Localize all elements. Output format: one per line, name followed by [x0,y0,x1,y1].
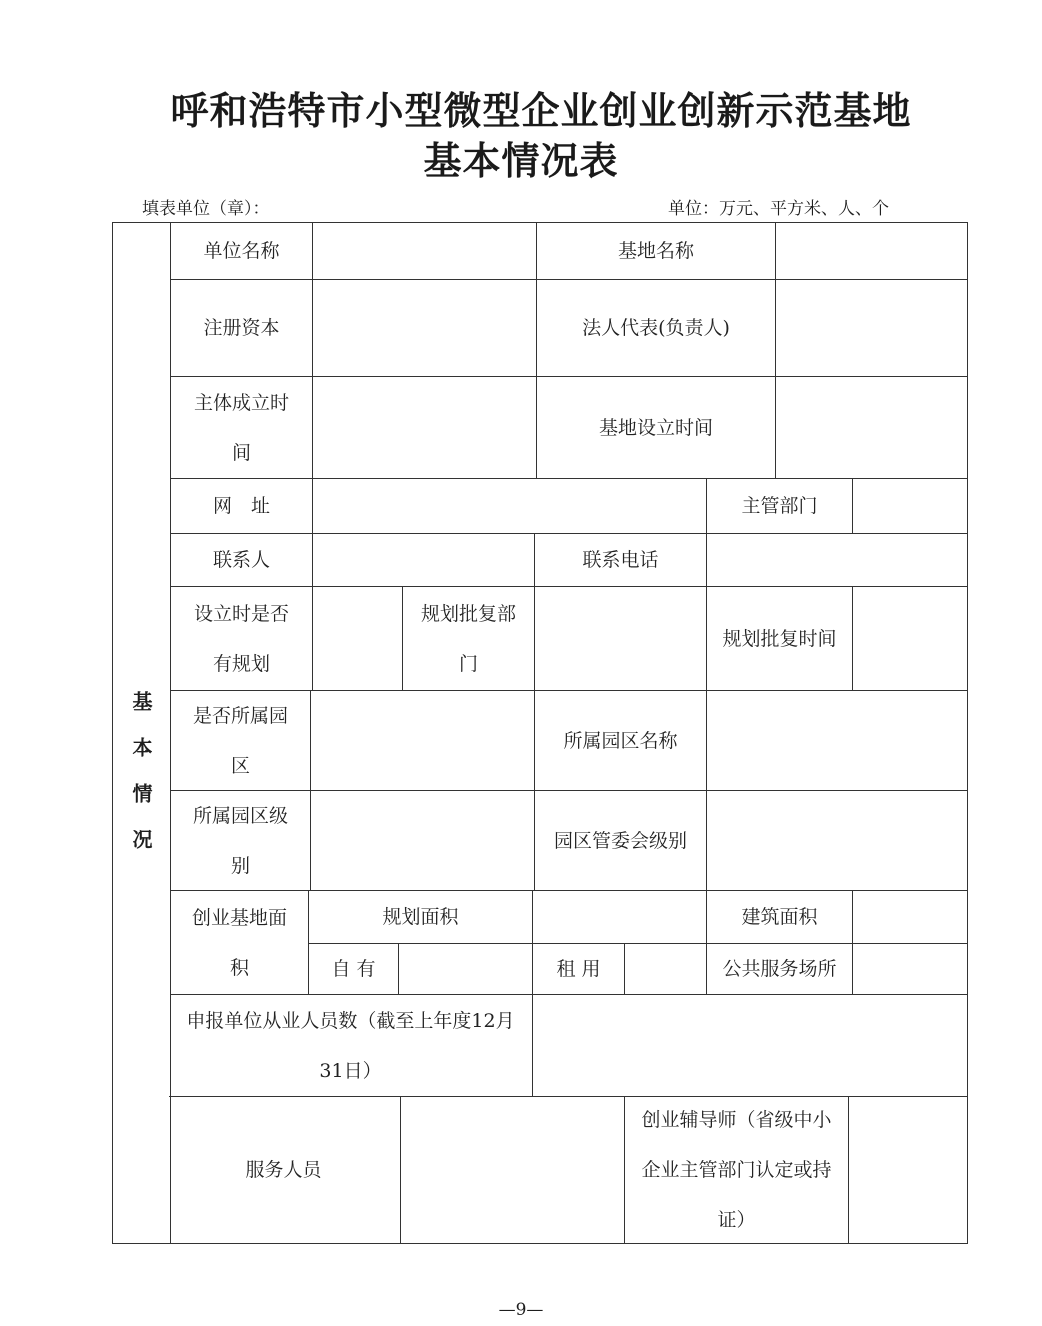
page-number: —9— [498,1300,544,1320]
label-park-name: 所属园区名称 [535,691,707,791]
field-contact[interactable] [313,534,535,587]
field-public-service-area[interactable] [853,944,967,995]
label-leased: 租 用 [533,944,625,995]
section-label: 基本情况 [113,223,171,1243]
label-registered-capital: 注册资本 [171,280,313,377]
label-mentors: 创业辅导师（省级中小企业主管部门认定或持证） [625,1097,849,1243]
basic-info-table [112,222,968,1244]
field-website[interactable] [313,479,707,534]
label-plan-approval-dept: 规划批复部门 [403,587,535,691]
fill-unit-label: 填表单位（章）： [142,199,270,219]
field-employees[interactable] [533,995,967,1097]
form-title: 呼和浩特市小型微型企业创业创新示范基地 [170,88,912,133]
field-unit-name[interactable] [313,223,537,280]
field-park-name[interactable] [707,691,967,791]
field-planned-at-setup[interactable] [313,587,403,691]
field-leased[interactable] [625,944,707,995]
label-base-name: 基地名称 [537,223,776,280]
field-base-established[interactable] [776,377,967,479]
label-employees: 申报单位从业人员数（截至上年度12月31日） [169,995,533,1097]
label-planned-at-setup: 设立时是否有规划 [171,587,313,691]
label-contact: 联系人 [171,534,313,587]
label-legal-rep: 法人代表(负责人) [537,280,776,377]
label-park-committee-level: 园区管委会级别 [535,791,707,891]
field-mentors[interactable] [849,1097,967,1243]
label-website: 网 址 [171,479,313,534]
field-owned[interactable] [399,944,533,995]
field-planned-area[interactable] [533,891,707,944]
label-entity-established: 主体成立时间 [171,377,313,479]
label-in-park: 是否所属园区 [171,691,311,791]
label-service-staff: 服务人员 [167,1097,401,1243]
form-subtitle: 基本情况表 [423,138,619,183]
label-phone: 联系电话 [535,534,707,587]
field-park-committee-level[interactable] [707,791,967,891]
field-registered-capital[interactable] [313,280,537,377]
label-authority: 主管部门 [707,479,853,534]
field-authority[interactable] [853,479,967,534]
label-plan-approval-time: 规划批复时间 [707,587,853,691]
units-label: 单位：万元、平方米、人、个 [668,199,889,219]
field-building-area[interactable] [853,891,967,944]
label-base-area: 创业基地面积 [171,891,309,995]
label-unit-name: 单位名称 [171,223,313,280]
field-base-name[interactable] [776,223,967,280]
field-plan-approval-dept[interactable] [535,587,707,691]
field-legal-rep[interactable] [776,280,967,377]
label-park-level: 所属园区级别 [171,791,311,891]
label-owned: 自 有 [309,944,399,995]
label-building-area: 建筑面积 [707,891,853,944]
field-phone[interactable] [707,534,967,587]
field-service-staff[interactable] [401,1097,625,1243]
field-plan-approval-time[interactable] [853,587,967,691]
label-public-service-area: 公共服务场所 [707,944,853,995]
label-base-established: 基地设立时间 [537,377,776,479]
label-planned-area: 规划面积 [309,891,533,944]
field-in-park[interactable] [311,691,535,791]
field-entity-established[interactable] [313,377,537,479]
field-park-level[interactable] [311,791,535,891]
